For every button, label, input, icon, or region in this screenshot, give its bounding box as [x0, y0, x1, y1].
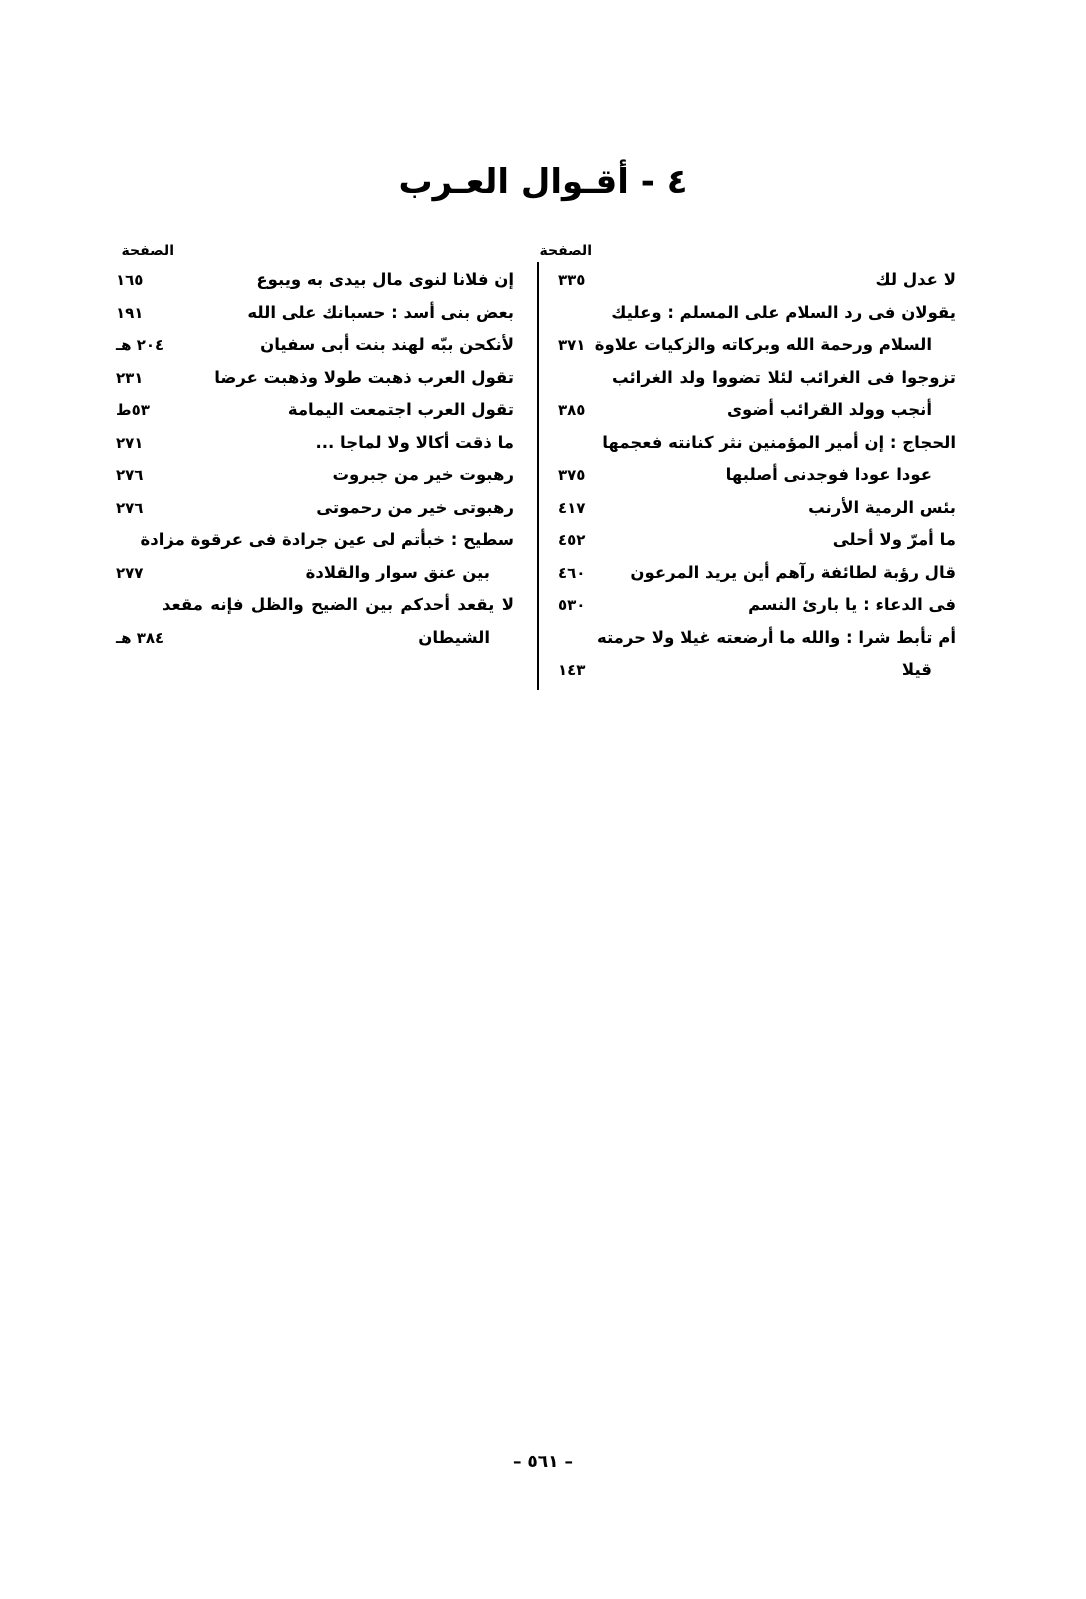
entry-text: بين عنق سوار والقلادة — [305, 562, 490, 582]
entry-page: ٢٧٦ — [116, 466, 144, 484]
entry-text: لا عدل لك — [875, 270, 956, 289]
list-item — [540, 589, 956, 622]
entry-page: ٢٧٧ — [116, 563, 144, 582]
list-item — [540, 622, 956, 655]
entry-text: ما ذقت أكالا ولا لماجا ... — [315, 432, 514, 452]
entry-text: رهبوت خير من جبروت — [332, 465, 514, 484]
entry-text: قيلا — [901, 660, 932, 679]
entry-text: أم تأبط شرا : والله ما أرضعته غيلا ولا حرمته — [596, 627, 956, 647]
entry-text: السلام ورحمة الله وبركاته والزكيات علاوة — [594, 335, 932, 354]
entry-page: ١٤٣ — [558, 661, 586, 679]
entry-text: قال رؤبة لطائفة رآهم أين يريد المرعون — [630, 562, 956, 582]
entry-page: ٢٣١ — [116, 368, 144, 387]
entry-text: الشيطان — [418, 627, 490, 647]
list-item — [112, 329, 514, 362]
list-item — [112, 264, 514, 297]
entry-page: ٣٣٥ — [558, 271, 586, 289]
entry-text: رهبوتى خير من رحموتى — [316, 497, 514, 517]
list-item — [540, 524, 956, 557]
column-divider — [537, 262, 539, 690]
entry-text: تقول العرب ذهبت طولا وذهبت عرضا — [214, 367, 514, 387]
list-item — [112, 622, 514, 655]
page-title: ٤ - أقـوال العـرب — [398, 162, 688, 202]
list-item — [112, 524, 514, 557]
entry-page: ٣٨٥ — [558, 401, 586, 419]
entry-page: ٤٥٢ — [558, 531, 586, 549]
entry-page: ٢٠٤ هـ — [116, 336, 165, 354]
entry-text: الحجاج : إن أمير المؤمنين نثر كنانته فعجمها — [602, 432, 956, 452]
entry-page: ٣٧١ — [558, 336, 586, 354]
list-item — [540, 329, 956, 362]
entry-page: ٢٧١ — [116, 433, 144, 452]
entry-text: بعض بنى أسد : حسبانك على الله — [247, 302, 514, 322]
list-item — [540, 297, 956, 330]
entry-text: تقول العرب اجتمعت اليمامة — [287, 400, 514, 419]
list-item — [540, 362, 956, 395]
list-item — [112, 362, 514, 395]
list-item — [112, 557, 514, 590]
entry-page: ٥٣ط — [116, 401, 150, 419]
list-item — [112, 459, 514, 492]
list-item — [112, 589, 514, 622]
column-header-page: الصفحة — [539, 243, 592, 259]
left-column — [112, 238, 514, 654]
entry-page: ١٦٥ — [116, 271, 144, 289]
entry-text: لا يقعد أحدكم بين الضيح والظل فإنه مقعد — [162, 595, 514, 614]
entry-page: ٤٦٠ — [558, 563, 586, 582]
entry-page: ٣٨٤ هـ — [116, 628, 165, 647]
list-item — [540, 394, 956, 427]
page-number: – ٥٦١ – — [513, 1452, 573, 1472]
entry-text: أنجب وولد القرائب أضوى — [726, 400, 932, 419]
list-item — [540, 427, 956, 460]
entry-page: ٤١٧ — [558, 498, 586, 517]
entry-text: إن فلانا لنوى مال بيدى به ويبوع — [256, 270, 514, 289]
right-column — [540, 238, 956, 687]
entry-text: عودا عودا فوجدنى أصلبها — [725, 465, 932, 484]
entry-text: لأنكحن ببّه لهند بنت أبى سفيان — [260, 335, 514, 354]
entry-text: سطيح : خبأتم لى عين جرادة فى عرقوة مزادة — [140, 530, 514, 549]
list-item — [540, 557, 956, 590]
list-item — [112, 427, 514, 460]
entry-text: تزوجوا فى الغرائب لئلا تضووا ولد الغرائب — [612, 367, 956, 387]
list-item — [112, 394, 514, 427]
list-item — [540, 459, 956, 492]
entry-page: ٣٧٥ — [558, 466, 586, 484]
list-item — [540, 492, 956, 525]
list-item — [112, 297, 514, 330]
list-item — [112, 492, 514, 525]
entry-text: بئس الرمية الأرنب — [808, 497, 956, 517]
entry-page: ١٩١ — [116, 303, 144, 322]
entry-text: ما أمرّ ولا أحلى — [832, 530, 956, 549]
entry-text: فى الدعاء : يا بارئ النسم — [748, 595, 956, 614]
list-item — [540, 264, 956, 297]
entry-page: ٢٧٦ — [116, 498, 144, 517]
list-item — [540, 654, 956, 687]
entry-page: ٥٣٠ — [558, 596, 586, 614]
column-header-page: الصفحة — [121, 243, 174, 259]
entry-text: يقولان فى رد السلام على المسلم : وعليك — [611, 302, 956, 322]
